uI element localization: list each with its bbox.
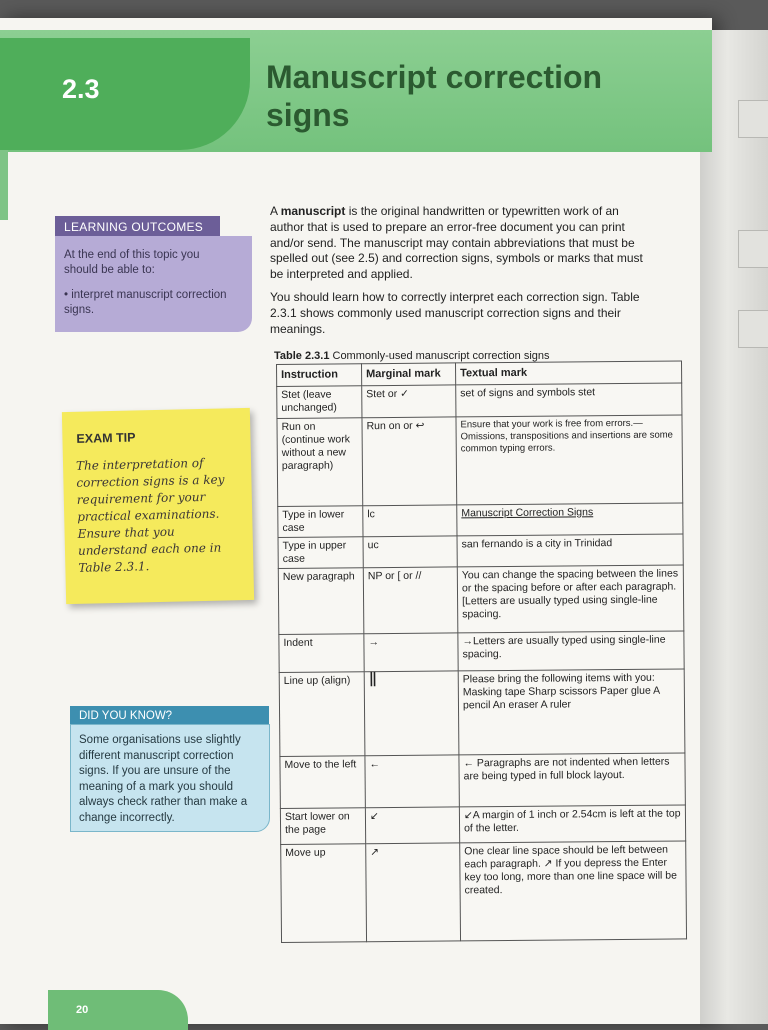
marginal-mark-cell: → (364, 633, 458, 672)
learning-outcomes-heading: LEARNING OUTCOMES (55, 216, 220, 238)
instruction-cell: Type in upper case (278, 537, 363, 569)
column-header-instruction: Instruction (277, 364, 362, 387)
table-row (280, 805, 685, 845)
table-caption (274, 350, 550, 362)
page-title: Manuscript correction signs (266, 59, 603, 133)
instruction-cell: Indent (279, 634, 364, 673)
column-header-textual-mark: Textual mark (455, 361, 681, 385)
exam-tip-heading: EXAM TIP (76, 430, 136, 446)
intro-text: is the original handwritten or typewritten work of an author that is used to prepare an error-free document you can print and/or send. The manuscript may contain abbreviations that must be spelled out (see 2.5) and correction signs, symbols or marks that must be interpreted and applied. (270, 204, 643, 282)
marginal-mark-cell: ↙ (365, 807, 459, 844)
instruction-cell: Line up (align) (279, 672, 365, 757)
did-you-know-box (70, 724, 270, 832)
section-number-block (0, 38, 250, 150)
instruction-cell: Start lower on the page (280, 808, 365, 845)
learning-outcome-text: interpret manuscript correction signs. (64, 289, 227, 316)
instruction-cell: Type in lower case (278, 506, 363, 538)
page-number-tab (48, 990, 188, 1030)
table-row (279, 631, 684, 673)
did-you-know-body: Some organisations use slightly different manuscript correction signs. If you are unsure of the meaning of a mark you should always check rather than make a change incorrectly. (79, 734, 248, 824)
exam-tip-body: The interpretation of correction signs is a key requirement for your practical examinations. Ensure that you understand each one in Table 2.3.1. (75, 455, 225, 575)
textual-mark-cell: Ensure that your work is free from errors.— Omissions, transpositions and insertions are some common typing errors. (456, 415, 683, 505)
learning-outcomes-box (55, 236, 252, 332)
textual-mark-cell: →Letters are usually typed using single-line spacing. (458, 631, 684, 671)
table-row (279, 669, 685, 757)
left-stripe (0, 150, 8, 220)
intro-text: A (270, 204, 281, 218)
marginal-mark-cell: ← (365, 755, 459, 808)
marginal-mark-cell: Stet or ✓ (362, 385, 456, 418)
marginal-mark-cell: uc (363, 536, 457, 568)
correction-signs-table (276, 360, 687, 943)
textual-mark-cell: Please bring the following items with you: Masking tape Sharp scissors Paper glue A pencil An eraser A ruler (458, 669, 685, 755)
next-page-tab (738, 100, 768, 138)
textual-mark-cell: Manuscript Correction Signs (457, 503, 683, 536)
textual-mark-cell: ← Paragraphs are not indented when letters are being typed in full block layout. (459, 753, 685, 807)
next-page-tab (738, 310, 768, 348)
instruction-cell: Run on (continue work without a new paragraph) (277, 418, 363, 507)
table-row (277, 383, 682, 419)
textual-mark-cell: ↙A margin of 1 inch or 2.54cm is left at the top of the letter. (459, 805, 685, 843)
marginal-mark-cell: ‖ (364, 671, 459, 756)
table-row (278, 503, 683, 538)
marginal-mark-cell: lc (363, 505, 457, 537)
table-row (278, 534, 683, 569)
instruction-cell: Stet (leave unchanged) (277, 386, 362, 419)
textual-mark-cell: san fernando is a city in Trinidad (457, 534, 683, 567)
section-number: 2.3 (62, 74, 100, 104)
intro-paragraph-1 (270, 204, 656, 283)
textual-mark-cell: One clear line space should be left between each paragraph. ↗ If you depress the Enter key too long, more than one line space will be created. (460, 841, 687, 941)
marginal-mark-cell: NP or [ or // (363, 567, 458, 634)
instruction-cell: Move to the left (280, 756, 365, 809)
marginal-mark-cell: Run on or ↩ (362, 417, 457, 506)
instruction-cell: Move up (281, 844, 367, 943)
did-you-know-heading: DID YOU KNOW? (70, 706, 269, 726)
table-row (277, 415, 683, 507)
instruction-cell: New paragraph (278, 568, 364, 635)
table-row (280, 753, 685, 809)
marginal-mark-cell: ↗ (366, 843, 461, 942)
textual-mark-cell: You can change the spacing between the lines or the spacing before or after each paragraph. [Letters are usually typed using single-line spacing. (457, 565, 684, 633)
table-row (281, 841, 687, 943)
textual-mark-cell: set of signs and symbols stet (456, 383, 682, 417)
intro-paragraph-2: You should learn how to correctly interpret each correction sign. Table 2.3.1 shows commonly used manuscript correction signs and their meanings. (270, 290, 640, 336)
page-number: 20 (76, 1004, 89, 1016)
next-page-tab (738, 230, 768, 268)
table-caption-number: Table 2.3.1 (274, 350, 330, 362)
learning-outcome-item: • interpret manuscript correction signs. (64, 289, 227, 316)
column-header-marginal-mark: Marginal mark (362, 363, 456, 386)
next-page-edge (700, 30, 768, 1024)
exam-tip-note (62, 408, 254, 604)
table-caption-text: Commonly-used manuscript correction signs (332, 350, 550, 362)
learning-outcomes-intro: At the end of this topic you should be able to: (64, 249, 200, 276)
table-row (278, 565, 684, 635)
manuscript-term: manuscript (280, 204, 346, 218)
